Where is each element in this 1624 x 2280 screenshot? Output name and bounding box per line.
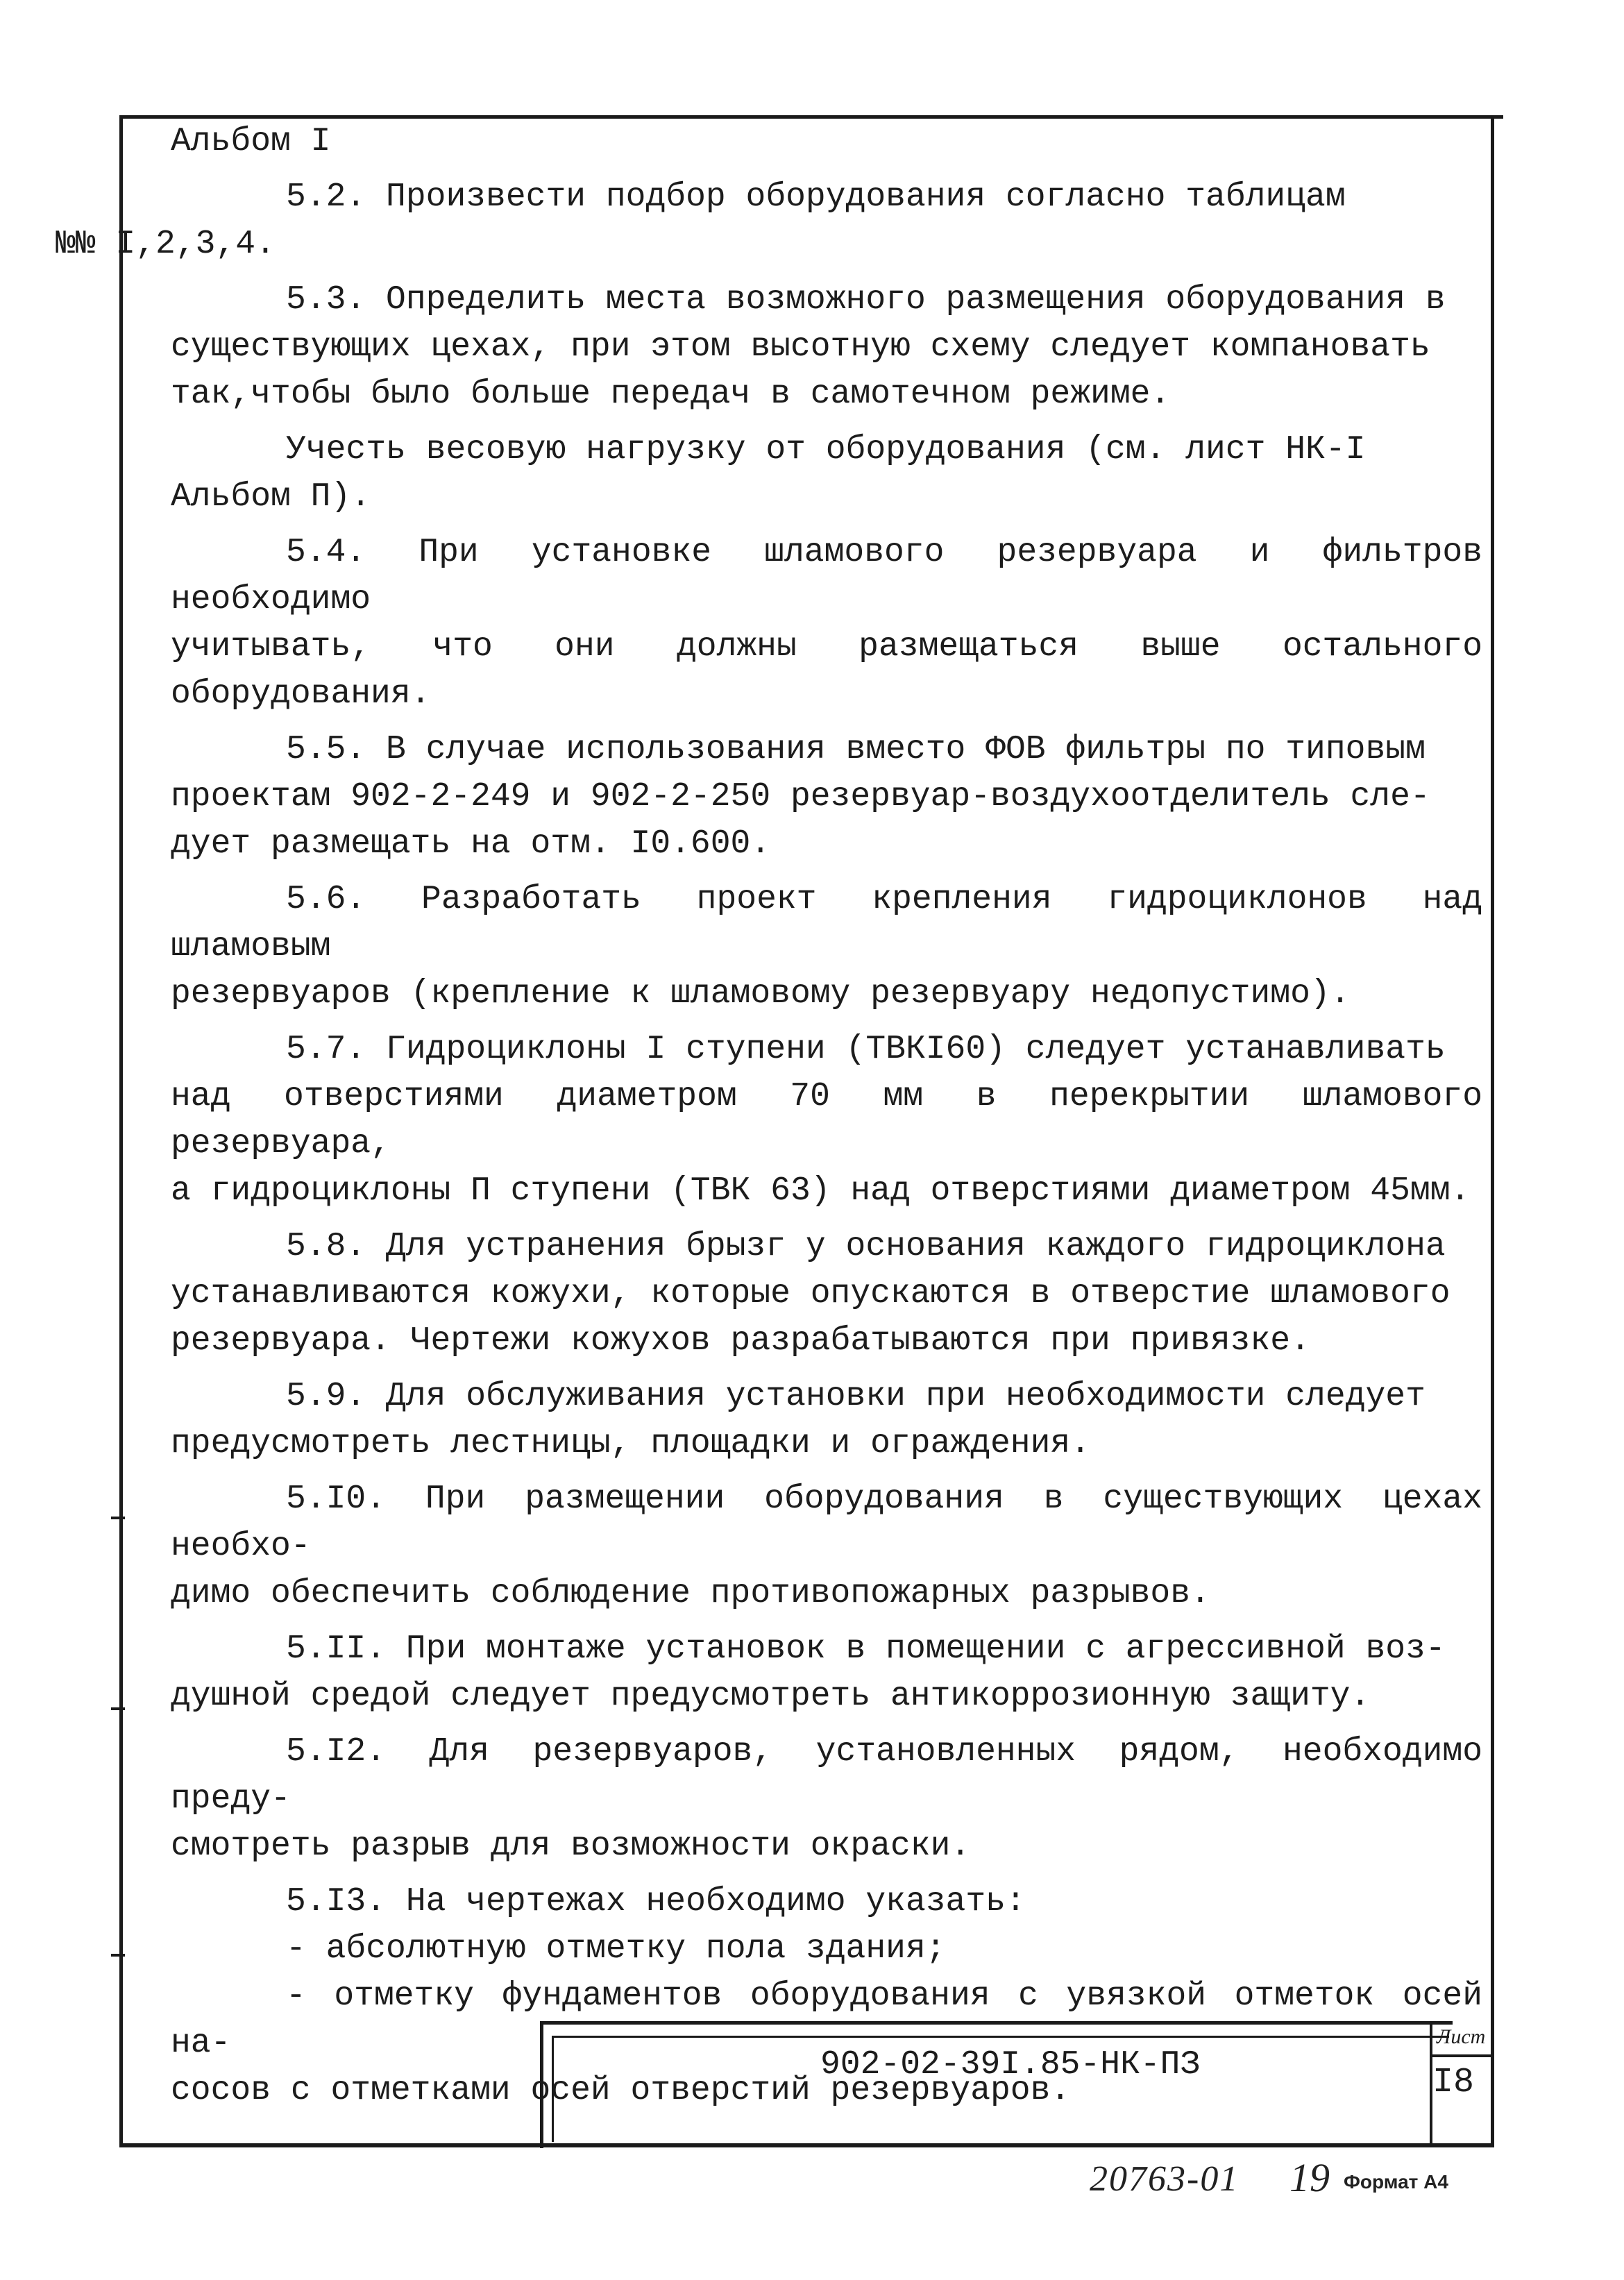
text-line: 5.8. Для устранения брызг у основания каждого гидроциклона bbox=[286, 1228, 1446, 1265]
paragraph-5-9 bbox=[171, 1373, 1482, 1467]
text-line: 5.I3. На чертежах необходимо указать: bbox=[286, 1883, 1026, 1920]
text-line: 5.7. Гидроциклоны I ступени (ТВКI60) следует устанавливать bbox=[286, 1031, 1446, 1068]
text-line: Учесть весовую нагрузку от оборудования (см. лист НК-I bbox=[286, 431, 1366, 468]
inventory-number: 20763-01 bbox=[1090, 2159, 1240, 2199]
paragraph-5-5 bbox=[171, 726, 1482, 868]
text-line: предусмотреть лестницы, площадки и ограждения. bbox=[171, 1425, 1091, 1462]
album-header: Альбом I bbox=[171, 123, 331, 160]
text-line: димо обеспечить соблюдение противопожарных разрывов. bbox=[171, 1575, 1210, 1612]
text-line: устанавливаются кожухи, которые опускаются в отверстие шламового bbox=[171, 1275, 1450, 1312]
paragraph-5-2 bbox=[56, 174, 1482, 268]
binding-tick bbox=[111, 1707, 125, 1710]
body-text bbox=[56, 118, 1482, 2114]
frame-right-border bbox=[1491, 115, 1494, 2147]
text-line: - абсолютную отметку пола здания; bbox=[286, 1930, 946, 1968]
footer-page-number: 19 bbox=[1289, 2155, 1330, 2200]
text-line: 5.6. Разработать проект крепления гидроциклонов над шламовым bbox=[171, 881, 1482, 965]
text-line: 5.I2. Для резервуаров, установленных рядом, необходимо преду- bbox=[171, 1733, 1482, 1818]
text-line: смотреть разрыв для возможности окраски. bbox=[171, 1827, 971, 1865]
text-line: душной средой следует предусмотреть антикоррозионную защиту. bbox=[171, 1678, 1371, 1715]
paragraph-5-8 bbox=[171, 1223, 1482, 1365]
text-line: проектам 902-2-249 и 902-2-250 резервуар-воздухоотделитель сле- bbox=[171, 778, 1430, 816]
text-line: так,чтобы было больше передач в самотечном режиме. bbox=[171, 375, 1171, 413]
text-line: №№ I,2,3,4. bbox=[56, 226, 276, 263]
text-line: 5.4. При установке шламового резервуара и фильтров необходимо bbox=[171, 534, 1482, 618]
title-block bbox=[540, 2021, 1453, 2148]
paragraph-5-11 bbox=[171, 1625, 1482, 1720]
text-line: 5.9. Для обслуживания установки при необходимости следует bbox=[286, 1378, 1426, 1415]
paragraph-5-3 bbox=[171, 276, 1482, 418]
text-line: резервуаров (крепление к шламовому резервуару недопустимо). bbox=[171, 975, 1351, 1013]
text-line: 5.5. В случае использования вместо ФОВ фильтры по типовым bbox=[286, 731, 1426, 768]
paper-format: Формат А4 bbox=[1344, 2171, 1448, 2193]
paragraph-5-12 bbox=[171, 1728, 1482, 1870]
paragraph-5-6 bbox=[171, 876, 1482, 1017]
sheet-separator bbox=[1430, 2054, 1494, 2057]
text-line: существующих цехах, при этом высотную схему следует компановать bbox=[171, 328, 1430, 366]
text-line: дует размещать на отм. I0.600. bbox=[171, 825, 771, 863]
frame-left-border bbox=[119, 115, 123, 2147]
paragraph-5-4 bbox=[171, 529, 1482, 718]
text-line: резервуара. Чертежи кожухов разрабатываются при привязке. bbox=[171, 1322, 1310, 1360]
paragraph-weight-load bbox=[171, 426, 1482, 521]
text-line: Альбом П). bbox=[171, 478, 371, 516]
sheet-label: Лист bbox=[1437, 2025, 1486, 2048]
binding-tick bbox=[111, 1954, 125, 1957]
text-line: а гидроциклоны П ступени (ТВК 63) над отверстиями диаметром 45мм. bbox=[171, 1172, 1471, 1210]
document-code: 902-02-39I.85-НК-ПЗ bbox=[820, 2046, 1201, 2084]
text-line: 5.II. При монтаже установок в помещении с агрессивной воз- bbox=[286, 1630, 1446, 1668]
text-line: - отметку фундаментов оборудования с увязкой отметок осей на- bbox=[171, 1977, 1482, 2062]
paragraph-5-10 bbox=[171, 1476, 1482, 1617]
text-line: 5.3. Определить места возможного размещения оборудования в bbox=[286, 281, 1446, 319]
text-line: над отверстиями диаметром 70 мм в перекрытии шламового резервуара, bbox=[171, 1078, 1482, 1163]
text-line: 5.I0. При размещении оборудования в существующих цехах необхо- bbox=[171, 1480, 1482, 1565]
paragraph-5-7 bbox=[171, 1026, 1482, 1215]
text-line: учитывать, что они должны размещаться выше остального оборудования. bbox=[171, 628, 1482, 713]
text-line: сосов с отметками осей отверстий резервуаров. bbox=[171, 2072, 1071, 2109]
text-line: 5.2. Произвести подбор оборудования согласно таблицам bbox=[286, 178, 1346, 216]
sheet-number: I8 bbox=[1432, 2063, 1475, 2102]
binding-tick bbox=[111, 1517, 125, 1519]
